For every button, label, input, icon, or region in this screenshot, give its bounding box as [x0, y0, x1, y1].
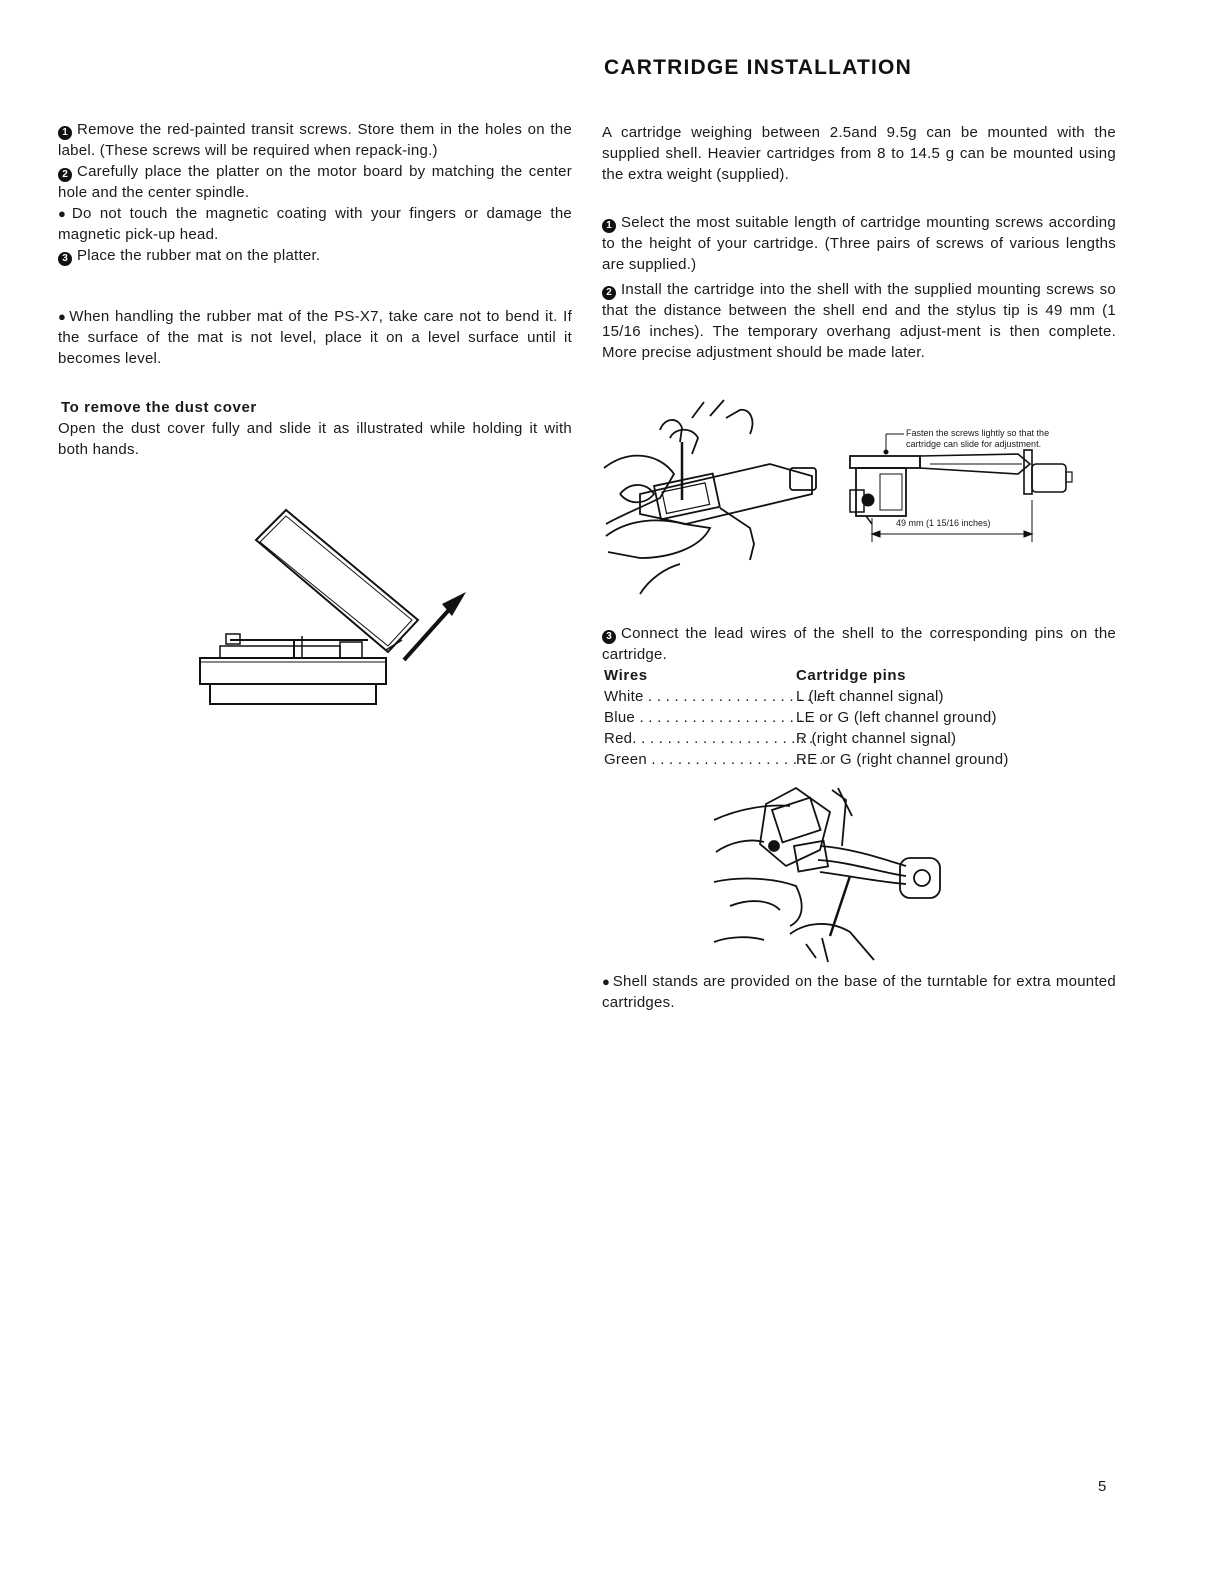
- shell-stands-note: ● Shell stands are provided on the base of the turntable for extra mounted cartridges.: [602, 973, 1116, 1011]
- cartridge-mounting-hands-illustration: [600, 398, 832, 598]
- right-step-1: 1 Select the most suitable length of cartridge mounting screws according to the height of your cartridge. (Three pairs of screws of various lengths are supplied.): [602, 214, 1116, 273]
- step-number-1: 1: [58, 126, 72, 140]
- lead-wire-connection-illustration: [710, 786, 946, 966]
- wires-header: Wires: [604, 667, 648, 684]
- right-step-2: 2 Install the cartridge into the shell with the supplied mounting screws so that the distance between the shell end and the stylus tip is 49 mm (1 15/16 inches). The temporary overhang adjust-ment is then complete. More precise adjustment should be made later.: [602, 281, 1116, 361]
- table-row: White . . . . . . . . . . . . . . . . . . . . L (left channel signal): [604, 688, 944, 705]
- left-step-3: 3 Place the rubber mat on the platter.: [58, 245, 572, 266]
- left-step-2-note: ● Do not touch the magnetic coating with your fingers or damage the magnetic pick-up head.: [58, 205, 573, 243]
- step-number-1: 1: [602, 219, 616, 233]
- bullet-icon: ●: [602, 974, 611, 989]
- table-row: Green . . . . . . . . . . . . . . . . . . . . RE or G (right channel ground): [604, 751, 1009, 768]
- bullet-icon: ●: [58, 309, 68, 324]
- pins-header: Cartridge pins: [796, 667, 907, 684]
- left-step-2: 2 Carefully place the platter on the motor board by matching the center hole and the center spindle.: [58, 163, 572, 201]
- step-number-2: 2: [602, 286, 616, 300]
- dust-cover-heading: To remove the dust cover: [61, 399, 257, 416]
- bullet-icon: ●: [58, 206, 70, 221]
- page-number: 5: [1098, 1478, 1107, 1495]
- mat-note: ● When handling the rubber mat of the PS-X7, take care not to bend it. If the surface of the mat is not level, place it on a level surface until it becomes level.: [58, 308, 572, 367]
- overhang-annotation: Fasten the screws lightly so that the cartridge can slide for adjustment.: [906, 428, 1050, 449]
- dust-cover-text: Open the dust cover fully and slide it as illustrated while holding it with both hands.: [58, 420, 572, 458]
- wires-table-header: [604, 665, 1104, 686]
- overhang-dimension-label: 49 mm (1 15/16 inches): [896, 518, 991, 528]
- page-title: CARTRIDGE INSTALLATION: [604, 56, 912, 79]
- dust-cover-section: [58, 397, 572, 460]
- wires-table: [604, 665, 1104, 770]
- left-steps: [58, 119, 572, 266]
- left-step-1: 1 Remove the red-painted transit screws. Store them in the holes on the label. (These screws will be required when repack-ing.): [58, 121, 572, 159]
- turntable-dust-cover-illustration: [190, 500, 470, 710]
- right-step-3: 3 Connect the lead wires of the shell to the corresponding pins on the cartridge.: [602, 625, 1116, 663]
- step-number-3: 3: [58, 252, 72, 266]
- right-steps: [602, 212, 1116, 363]
- step-number-3: 3: [602, 630, 616, 644]
- intro-text: A cartridge weighing between 2.5and 9.5g can be mounted with the supplied shell. Heavier cartridges from 8 to 14.5 g can be mounted using the extra weight (supplied).: [602, 124, 1116, 183]
- step-number-2: 2: [58, 168, 72, 182]
- table-row: Blue . . . . . . . . . . . . . . . . . . . . LE or G (left channel ground): [604, 709, 997, 726]
- table-row: Red. . . . . . . . . . . . . . . . . . . . . R (right channel signal): [604, 730, 957, 747]
